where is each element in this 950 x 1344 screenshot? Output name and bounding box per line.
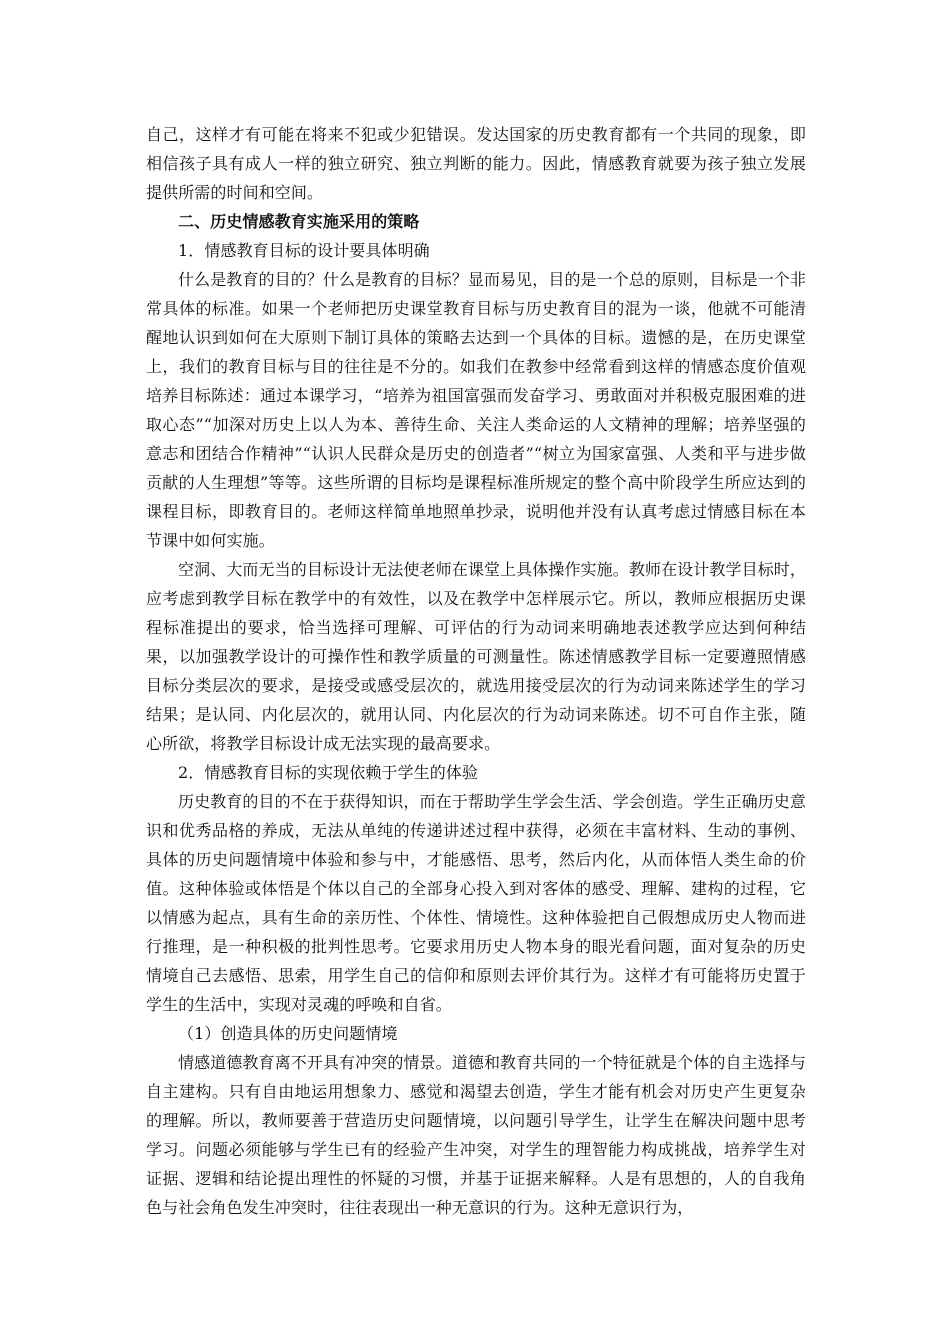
document-body (146, 120, 806, 1222)
paragraph-2: 空洞、大而无当的目标设计无法使老师在课堂上具体操作实施。教师在设计教学目标时，应考虑到教学目标在教学中的有效性，以及在教学中怎样展示它。所以，教师应根据历史课程标准提出的要求，恰当选择可理解、可评估的行为动词来明确地表述教学应达到何种结果，以加强教学设计的可操作性和教学质量的可测量性。陈述情感教学目标一定要遵照情感目标分类层次的要求，是接受或感受层次的，就选用接受层次的行为动词来陈述学生的学习结果；是认同、内化层次的，就用认同、内化层次的行为动词来陈述。切不可自作主张，随心所欲，将教学目标设计成无法实现的最高要求。 (146, 560, 806, 753)
paragraph-3: 历史教育的目的不在于获得知识，而在于帮助学生学会生活、学会创造。学生正确历史意识和优秀品格的养成，无法从单纯的传递讲述过程中获得，必须在丰富材料、生动的事例、具体的历史问题情境中体验和参与中，才能感悟、思考，然后内化，从而体悟人类生命的价值。这种体验或体悟是个体以自己的全部身心投入到对客体的感受、理解、建构的过程，它以情感为起点，具有生命的亲历性、个体性、情境性。这种体验把自己假想成历史人物而进行推理，是一种积极的批判性思考。它要求用历史人物本身的眼光看问题，面对复杂的历史情境自己去感悟、思索，用学生自己的信仰和原则去评价其行为。这样才有可能将历史置于学生的生活中，实现对灵魂的呼唤和自省。 (146, 792, 806, 1014)
section-heading: 二、历史情感教育实施采用的策略 (178, 212, 420, 231)
subsection-heading-1: 1．情感教育目标的设计要具体明确 (178, 241, 430, 260)
paragraph-continuation: 自己，这样才有可能在将来不犯或少犯错误。发达国家的历史教育都有一个共同的现象，即相信孩子具有成人一样的独立研究、独立判断的能力。因此，情感教育就要为孩子独立发展提供所需的时间和空间。 (146, 125, 806, 202)
subsection-heading-2: 2．情感教育目标的实现依赖于学生的体验 (178, 763, 479, 782)
paragraph-4: 情感道德教育离不开具有冲突的情景。道德和教育共同的一个特征就是个体的自主选择与自主建构。只有自由地运用想象力、感觉和渴望去创造，学生才能有机会对历史产生更复杂的理解。所以，教师要善于营造历史问题情境，以问题引导学生，让学生在解决问题中思考学习。问题必须能够与学生已有的经验产生冲突，对学生的理智能力构成挑战，培养学生对证据、逻辑和结论提出理性的怀疑的习惯，并基于证据来解释。人是有思想的，人的自我角色与社会角色发生冲突时，往往表现出一种无意识的行为。这种无意识行为， (146, 1053, 806, 1217)
subsection-heading-2-1: （1）创造具体的历史问题情境 (178, 1024, 398, 1043)
paragraph-1: 什么是教育的目的？什么是教育的目标？显而易见，目的是一个总的原则，目标是一个非常具体的标准。如果一个老师把历史课堂教育目标与历史教育目的混为一谈，他就不可能清醒地认识到如何在大原则下制订具体的策略去达到一个具体的目标。遗憾的是，在历史课堂上，我们的教育目标与目的往往是不分的。如我们在教参中经常看到这样的情感态度价值观培养目标陈述：通过本课学习，“培养为祖国富强而发奋学习、勇敢面对并积极克服困难的进取心态”“加深对历史上以人为本、善待生命、关注人类命运的人文精神的理解；培养坚强的意志和团结合作精神”“认识人民群众是历史的创造者”“树立为国家富强、人类和平与进步做贡献的人生理想”等等。这些所谓的目标均是课程标准所规定的整个高中阶段学生所应达到的课程目标，即教育目的。老师这样简单地照单抄录，说明他并没有认真考虑过情感目标在本节课中如何实施。 (146, 270, 806, 550)
